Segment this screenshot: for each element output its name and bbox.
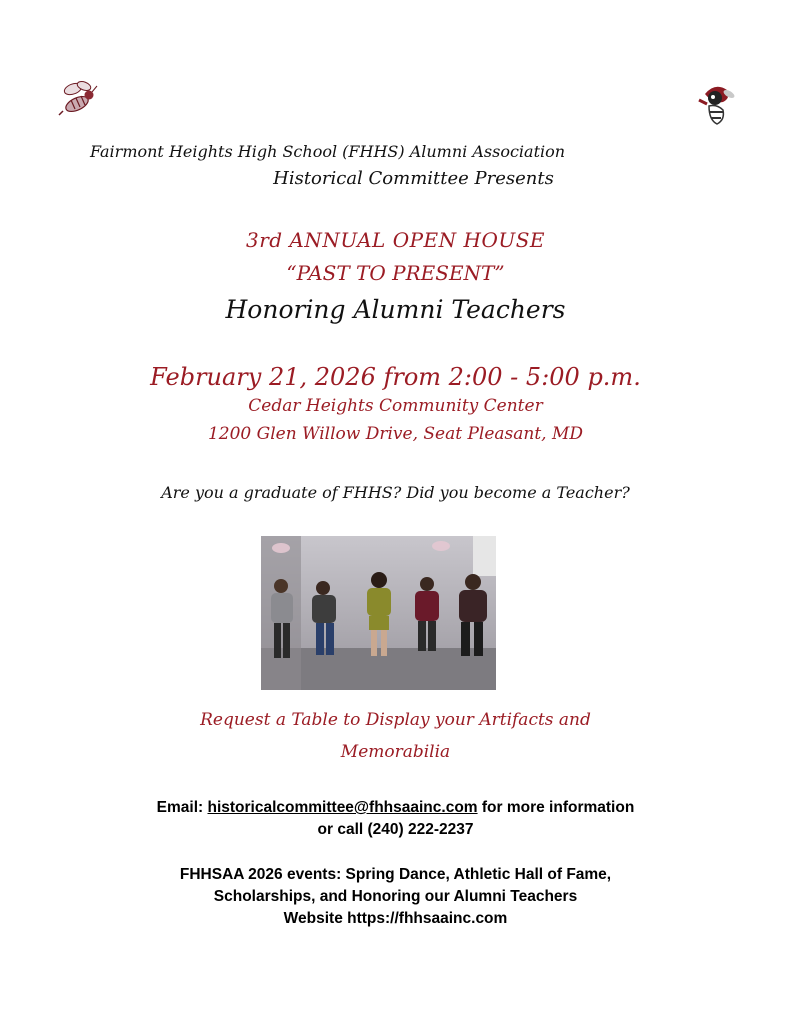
- event-address: 1200 Glen Willow Drive, Seat Pleasant, MD: [207, 424, 584, 444]
- graduate-question: Are you a graduate of FHHS? Did you become a Teacher?: [161, 483, 630, 502]
- hornet-mascot-icon: [695, 82, 737, 128]
- event-date-time: February 21, 2026 from 2:00 - 5:00 p.m.: [150, 363, 641, 391]
- organization-name: Fairmont Heights High School (FHHS) Alumni Association: [90, 142, 566, 161]
- alumni-teachers-photo: [261, 536, 496, 690]
- email-link[interactable]: historicalcommittee@fhhsaainc.com: [207, 799, 478, 816]
- events-line-2: Scholarships, and Honoring our Alumni Teachers: [213, 888, 578, 905]
- email-suffix: for more information: [477, 799, 635, 816]
- event-theme: “PAST TO PRESENT”: [286, 261, 505, 285]
- email-prefix: Email:: [156, 799, 208, 816]
- hornet-mascot-icon: [55, 80, 101, 118]
- request-table-line-1: Request a Table to Display your Artifacts and: [200, 710, 591, 730]
- events-line-1: FHHSAA 2026 events: Spring Dance, Athletic Hall of Fame,: [179, 866, 612, 883]
- contact-phone-line: or call (240) 222-2237: [317, 821, 474, 838]
- committee-line: Historical Committee Presents: [273, 168, 554, 189]
- event-title: 3rd ANNUAL OPEN HOUSE: [245, 228, 545, 252]
- request-table-line-2: Memorabilia: [340, 742, 451, 762]
- contact-email-line: [0, 799, 791, 817]
- event-subtitle: Honoring Alumni Teachers: [225, 295, 566, 324]
- website-line: Website https://fhhsaainc.com: [283, 910, 508, 927]
- event-venue: Cedar Heights Community Center: [248, 396, 543, 416]
